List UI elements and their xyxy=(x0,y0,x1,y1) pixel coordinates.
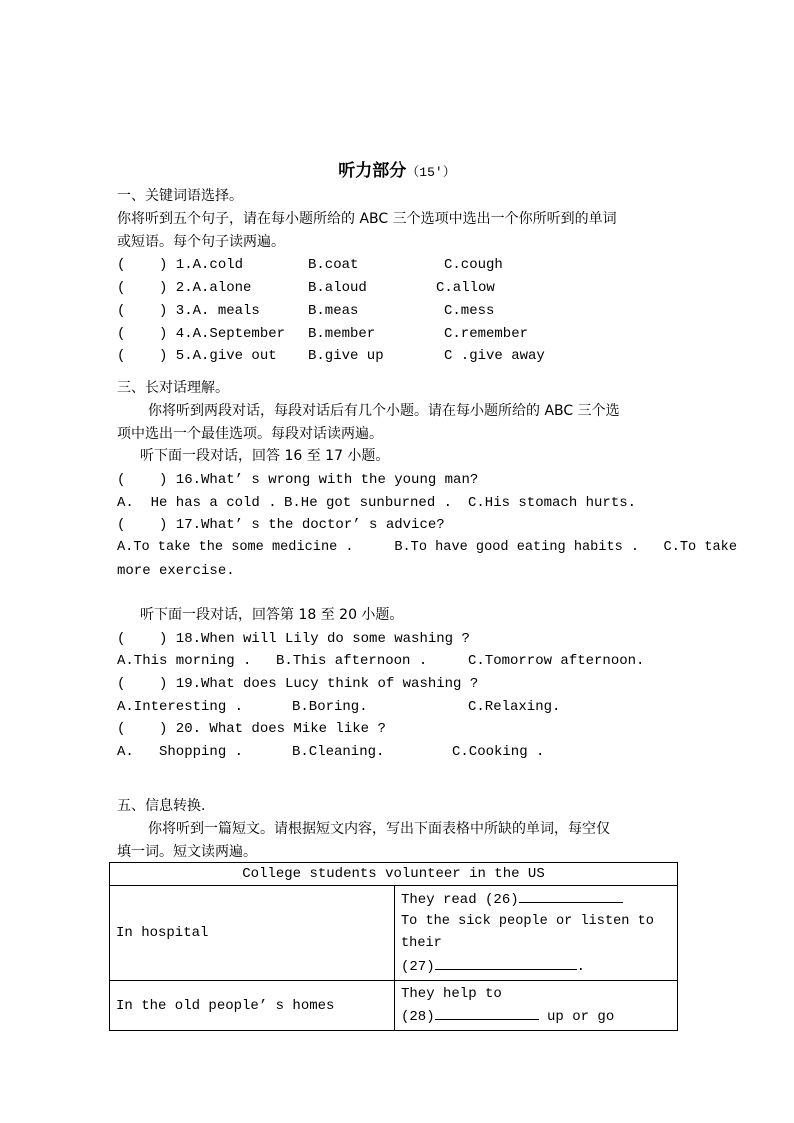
row2-line1: They help to xyxy=(401,986,502,1002)
page-title xyxy=(0,156,794,181)
item1-option-a: ( ) 1.A.cold xyxy=(117,257,244,273)
table-header-row xyxy=(110,863,678,886)
q20-option-b: B.Cleaning. xyxy=(292,744,385,760)
table-row xyxy=(110,981,678,1031)
row1-line3-period: . xyxy=(576,959,586,975)
blank-28[interactable] xyxy=(435,1005,539,1020)
row1-line1-text: They read (26) xyxy=(401,892,519,908)
row1-line3-num: (27) xyxy=(401,959,435,975)
dialog1-intro: 听下面一段对话，回答 16 至 17 小题。 xyxy=(140,448,390,464)
q17-options-line1: A.To take the some medicine . B.To have good eating habits . C.To take xyxy=(117,540,737,555)
title-score: （15'） xyxy=(406,165,456,180)
q18-option-b: B.This afternoon . xyxy=(276,653,428,669)
q17-options-line2: more exercise. xyxy=(117,563,235,579)
section3-instruction-line2: 项中选出一个最佳选项。每段对话读两遍。 xyxy=(117,426,383,442)
item5-option-a: ( ) 5.A.give out xyxy=(117,348,277,364)
q18-option-a: A.This morning . xyxy=(117,653,252,669)
section3-instruction-line1: 你将听到两段对话，每段对话后有几个小题。请在每小题所给的 ABC 三个选 xyxy=(148,403,620,419)
item1-option-b: B.coat xyxy=(308,257,359,273)
section5-heading: 五、信息转换. xyxy=(117,798,206,814)
section1-instruction-line2: 或短语。每个句子读两遍。 xyxy=(117,234,285,250)
item2-option-a: ( ) 2.A.alone xyxy=(117,280,252,296)
item5-option-c: C .give away xyxy=(444,348,545,364)
q19-option-a: A.Interesting . xyxy=(117,699,244,715)
row1-line1 xyxy=(401,888,671,911)
item1-option-c: C.cough xyxy=(444,257,503,273)
q16-option-c: C.His stomach hurts. xyxy=(468,495,637,511)
q19-option-c: C.Relaxing. xyxy=(468,699,561,715)
row2-line2-num: (28) xyxy=(401,1009,435,1025)
item2-option-c: C.allow xyxy=(436,280,495,296)
item3-option-a: ( ) 3.A. meals xyxy=(117,303,260,319)
table-header: College students volunteer in the US xyxy=(110,863,678,886)
section1-instruction-line1: 你将听到五个句子，请在每小题所给的 ABC 三个选项中选出一个你所听到的单词 xyxy=(117,211,617,227)
q20-option-c: C.Cooking . xyxy=(452,744,545,760)
row1-line3 xyxy=(401,955,671,978)
blank-27[interactable] xyxy=(435,955,577,970)
item4-option-c: C.remember xyxy=(444,326,529,342)
item3-option-b: B.meas xyxy=(308,303,359,319)
question-18: ( ) 18.When will Lily do some washing ? xyxy=(117,631,470,647)
row2-content xyxy=(395,981,678,1031)
row2-line2 xyxy=(401,1005,671,1028)
blank-26[interactable] xyxy=(519,888,623,903)
question-20: ( ) 20. What does Mike like ? xyxy=(117,721,386,737)
title-text: 听力部分 xyxy=(338,161,407,181)
section1-heading: 一、关键词语选择。 xyxy=(117,188,243,204)
row1-content xyxy=(395,886,678,981)
section5-instruction-line1: 你将听到一篇短文。请根据短文内容，写出下面表格中所缺的单词，每空仅 xyxy=(148,821,610,837)
info-table xyxy=(109,862,678,1031)
q20-option-a: A. Shopping . xyxy=(117,744,244,760)
q16-option-b: B.He got sunburned . xyxy=(284,495,453,511)
q16-option-a: A. He has a cold . xyxy=(117,495,277,511)
item5-option-b: B.give up xyxy=(308,348,384,364)
q18-option-c: C.Tomorrow afternoon. xyxy=(468,653,645,669)
section3-heading: 三、长对话理解。 xyxy=(117,380,229,396)
q19-option-b: B.Boring. xyxy=(292,699,368,715)
question-16: ( ) 16.What’ s wrong with the young man? xyxy=(117,472,479,488)
dialog2-intro: 听下面一段对话，回答第 18 至 20 小题。 xyxy=(140,607,404,623)
item4-option-a: ( ) 4.A.September xyxy=(117,326,286,342)
item3-option-c: C.mess xyxy=(444,303,495,319)
section5-instruction-line2: 填一词。短文读两遍。 xyxy=(117,844,257,860)
row1-label: In hospital xyxy=(110,886,395,981)
question-17: ( ) 17.What’ s the doctor’ s advice? xyxy=(117,517,445,533)
question-19: ( ) 19.What does Lucy think of washing ? xyxy=(117,676,479,692)
row1-line2: To the sick people or listen to their xyxy=(401,914,654,951)
item4-option-b: B.member xyxy=(308,326,376,342)
table-row xyxy=(110,886,678,981)
item2-option-b: B.aloud xyxy=(308,280,367,296)
row2-line2-tail: up or go xyxy=(538,1009,615,1025)
row2-label: In the old people’ s homes xyxy=(110,981,395,1031)
